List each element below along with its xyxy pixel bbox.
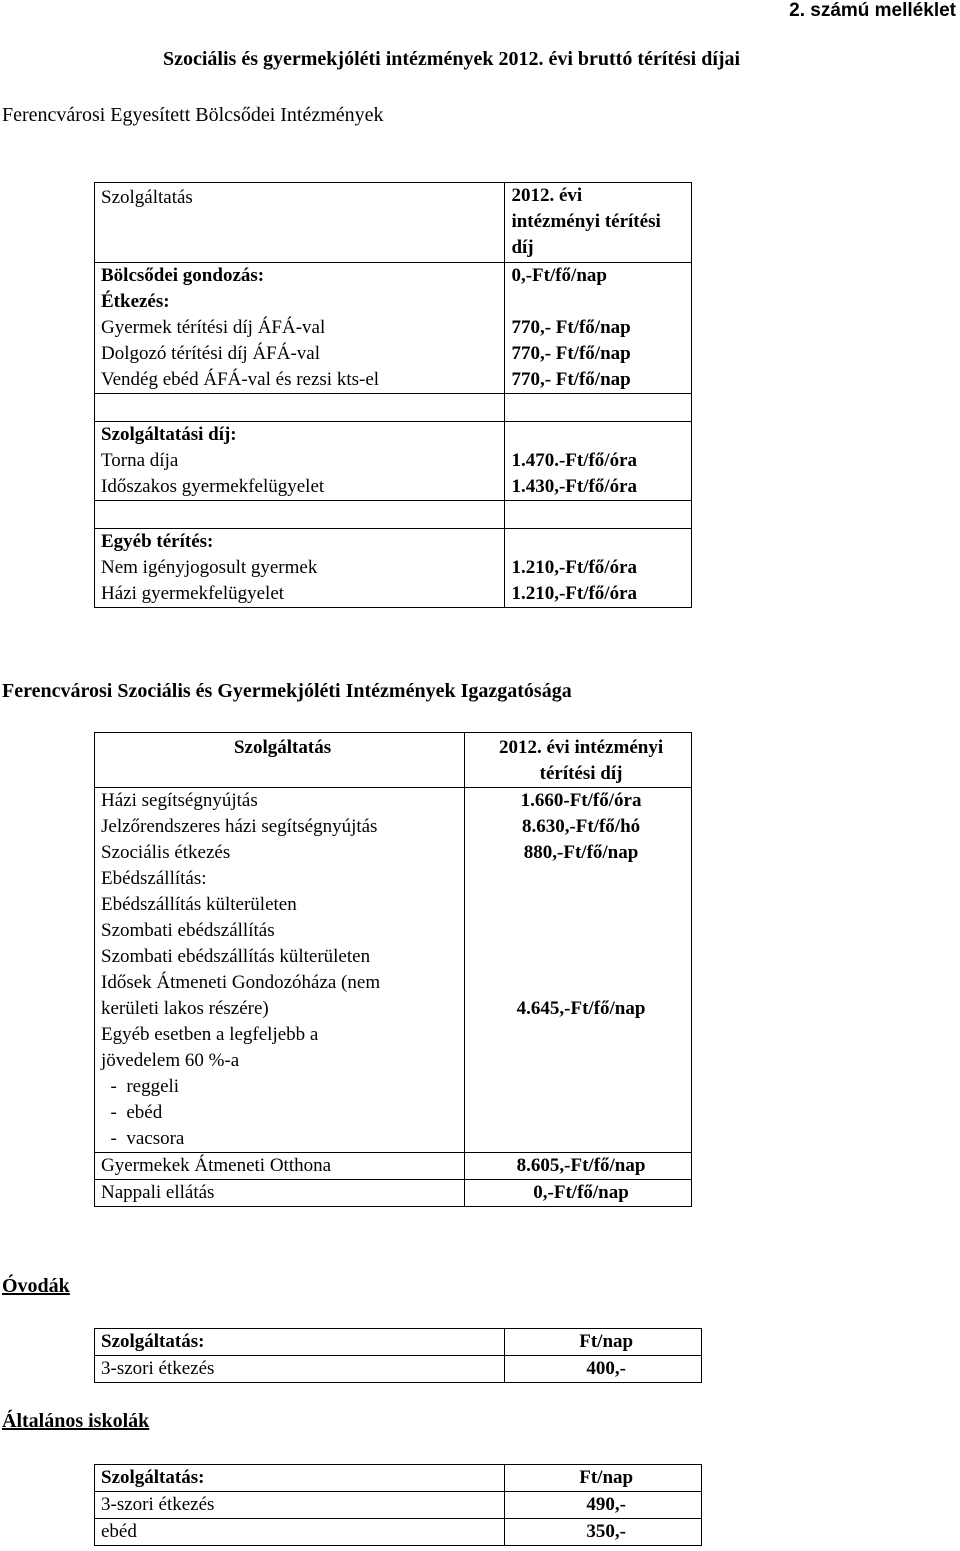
table-row: 0,-Ft/fő/nap <box>465 1180 692 1207</box>
table-header-fee: Ft/nap <box>505 1329 702 1356</box>
table-row: 490,- <box>505 1492 702 1519</box>
social-fee-table <box>94 732 692 1207</box>
table-row: Nappali ellátás <box>95 1180 465 1207</box>
table-header-service: Szolgáltatás <box>95 183 505 263</box>
table-header-fee: Ft/nap <box>505 1465 702 1492</box>
table-row: 1.210,-Ft/fő/óra 1.210,-Ft/fő/óra <box>505 529 692 608</box>
section-title-nursery: Ferencvárosi Egyesített Bölcsődei Intézmények <box>2 104 384 126</box>
nursery-fee-table <box>94 182 692 608</box>
annex-label: 2. számú melléklet <box>789 0 956 21</box>
table-row: 1.470.-Ft/fő/óra 1.430,-Ft/fő/óra <box>505 422 692 501</box>
kindergarten-fee-table <box>94 1328 702 1383</box>
section-title-kindergarten: Óvodák <box>2 1275 70 1297</box>
table-row: ebéd <box>95 1519 505 1546</box>
table-row: 1.660-Ft/fő/óra 8.630,-Ft/fő/hó 880,-Ft/fő/nap 4.645,-Ft/fő/nap <box>465 788 692 1153</box>
table-header-fee: 2012. évi intézményi térítési díj <box>505 183 692 263</box>
table-header-fee: 2012. évi intézményi térítési díj <box>465 733 692 788</box>
table-row: Gyermekek Átmeneti Otthona <box>95 1153 465 1180</box>
table-row: Házi segítségnyújtás Jelzőrendszeres házi segítségnyújtás Szociális étkezés Ebédszállítás: Ebédszállítás külterületen Szombati ebédszállítás Szombati ebédszállítás külterületen Idősek Átmeneti Gondozóháza (nem kerületi lakos részére) Egyéb esetben a legfeljebb a jövedelem 60 %-a - reggeli - ebéd - vacsora <box>95 788 465 1153</box>
table-header-service: Szolgáltatás: <box>95 1329 505 1356</box>
table-row: Bölcsődei gondozás: Étkezés: Gyermek térítési díj ÁFÁ-val Dolgozó térítési díj ÁFÁ-val Vendég ebéd ÁFÁ-val és rezsi kts-el <box>95 263 505 394</box>
section-title-school: Általános iskolák <box>2 1410 150 1432</box>
table-row: 0,-Ft/fő/nap 770,- Ft/fő/nap 770,- Ft/fő/nap 770,- Ft/fő/nap <box>505 263 692 394</box>
table-row: 8.605,-Ft/fő/nap <box>465 1153 692 1180</box>
table-header-service: Szolgáltatás: <box>95 1465 505 1492</box>
table-row: 3-szori étkezés <box>95 1492 505 1519</box>
school-fee-table <box>94 1464 702 1546</box>
table-row: Szolgáltatási díj: Torna díja Időszakos gyermekfelügyelet <box>95 422 505 501</box>
table-header-service: Szolgáltatás <box>95 733 465 788</box>
table-row: 400,- <box>505 1356 702 1383</box>
page-title: Szociális és gyermekjóléti intézmények 2012. évi bruttó térítési díjai <box>163 48 741 70</box>
table-row: 3-szori étkezés <box>95 1356 505 1383</box>
table-row: Egyéb térítés: Nem igényjogosult gyermek Házi gyermekfelügyelet <box>95 529 505 608</box>
table-row: 350,- <box>505 1519 702 1546</box>
section-title-social: Ferencvárosi Szociális és Gyermekjóléti Intézmények Igazgatósága <box>2 680 572 702</box>
